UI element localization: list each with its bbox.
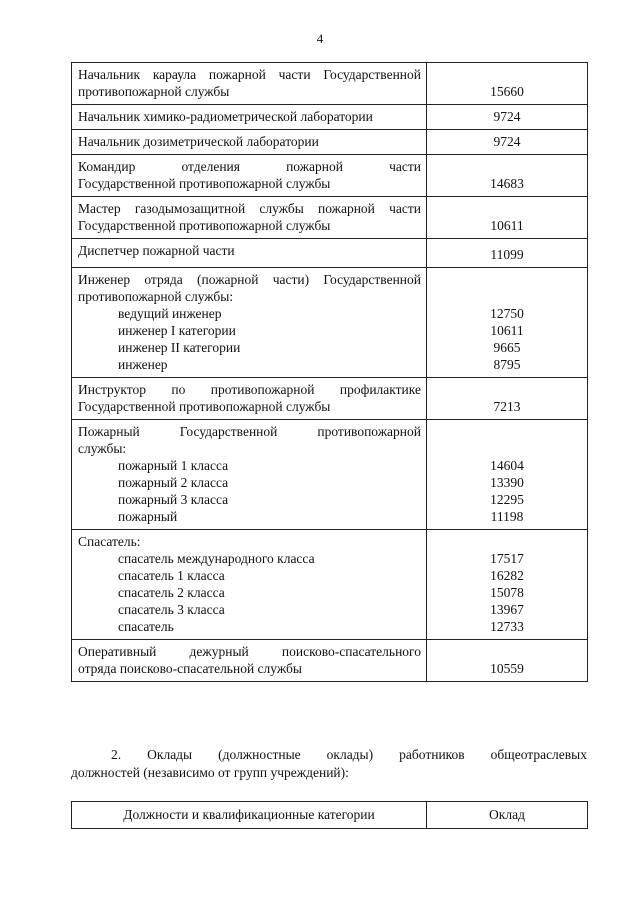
salary-value: 8795 xyxy=(493,357,521,372)
position-cell xyxy=(72,268,427,378)
salary-value: 16282 xyxy=(490,568,524,583)
salary-value: 14683 xyxy=(490,176,524,191)
salary-value: 15660 xyxy=(490,84,524,99)
table-row xyxy=(72,640,588,682)
sub-position: пожарный 1 класса xyxy=(118,458,229,473)
table-row xyxy=(72,378,588,420)
table-row xyxy=(72,63,588,105)
table-row xyxy=(72,155,588,197)
sub-position: ведущий инженер xyxy=(118,306,222,321)
sub-position: пожарный xyxy=(118,509,178,524)
table-row xyxy=(72,530,588,640)
position-line: Государственной противопожарной службы xyxy=(78,218,331,233)
salary-value: 13390 xyxy=(490,475,524,490)
position-line: службы: xyxy=(78,441,127,456)
salary-cell xyxy=(427,420,588,530)
table-row xyxy=(72,105,588,130)
salary-cell xyxy=(427,268,588,378)
page-number: 4 xyxy=(316,31,324,46)
sub-position: спасатель 2 класса xyxy=(118,585,225,600)
position-cell xyxy=(72,105,427,130)
salary-value: 10611 xyxy=(490,218,524,233)
sub-position: спасатель xyxy=(118,619,174,634)
sub-position: инженер xyxy=(118,357,168,372)
position-line: Оперативный дежурный поисково-спасательного xyxy=(78,644,421,659)
salary-value: 9724 xyxy=(493,134,521,149)
salary-value: 7213 xyxy=(493,399,521,414)
position-cell xyxy=(72,239,427,268)
position-cell xyxy=(72,197,427,239)
position-line: отряда поисково-спасательной службы xyxy=(78,661,302,676)
table-row xyxy=(72,420,588,530)
salary-value: 11198 xyxy=(490,509,524,524)
column-header-salary: Оклад xyxy=(427,802,588,829)
salary-cell xyxy=(427,63,588,105)
salary-value: 10559 xyxy=(490,661,524,676)
salary-cell xyxy=(427,155,588,197)
sub-position: инженер I категории xyxy=(118,323,236,338)
salary-value: 12733 xyxy=(490,619,524,634)
sub-position: инженер II категории xyxy=(118,340,241,355)
position-cell xyxy=(72,63,427,105)
position-line: Начальник дозиметрической лаборатории xyxy=(78,134,319,149)
section-paragraph xyxy=(71,746,587,782)
salary-value: 10611 xyxy=(490,323,524,338)
salary-value: 13967 xyxy=(490,602,524,617)
salary-value: 15078 xyxy=(490,585,524,600)
position-line: Командир отделения пожарной части xyxy=(78,159,421,174)
position-cell xyxy=(72,130,427,155)
sub-position: спасатель международного класса xyxy=(118,551,315,566)
salary-cell xyxy=(427,640,588,682)
position-line: Инженер отряда (пожарной части) Государственной xyxy=(78,272,421,287)
salary-value: 12750 xyxy=(490,306,524,321)
general-positions-table xyxy=(71,801,588,829)
position-line: Государственной противопожарной службы xyxy=(78,176,331,191)
salary-value: 9665 xyxy=(493,340,521,355)
sub-position: спасатель 3 класса xyxy=(118,602,225,617)
position-cell xyxy=(72,155,427,197)
salary-cell xyxy=(427,197,588,239)
position-line: Государственной противопожарной службы xyxy=(78,399,331,414)
salary-cell xyxy=(427,530,588,640)
paragraph-line: 2. Оклады (должностные оклады) работников общеотраслевых xyxy=(111,747,587,762)
salary-table xyxy=(71,62,588,682)
salary-value: 9724 xyxy=(493,109,521,124)
table-header-row xyxy=(72,802,588,829)
table-row xyxy=(72,197,588,239)
salary-cell xyxy=(427,378,588,420)
position-line: Инструктор по противопожарной профилактике xyxy=(78,382,421,397)
salary-cell xyxy=(427,105,588,130)
sub-position: пожарный 2 класса xyxy=(118,475,229,490)
position-cell xyxy=(72,530,427,640)
position-line: противопожарной службы xyxy=(78,84,230,99)
position-cell xyxy=(72,378,427,420)
position-line: Мастер газодымозащитной службы пожарной части xyxy=(78,201,421,216)
position-line: противопожарной службы: xyxy=(78,289,234,304)
position-cell xyxy=(72,420,427,530)
salary-value: 11099 xyxy=(490,247,524,262)
sub-position: спасатель 1 класса xyxy=(118,568,225,583)
table-row xyxy=(72,268,588,378)
salary-cell xyxy=(427,130,588,155)
sub-position: пожарный 3 класса xyxy=(118,492,229,507)
position-cell xyxy=(72,640,427,682)
salary-value: 12295 xyxy=(490,492,524,507)
column-header-positions: Должности и квалификационные категории xyxy=(72,802,427,829)
paragraph-line: должностей (независимо от групп учреждений): xyxy=(71,765,349,780)
position-line: Диспетчер пожарной части xyxy=(78,243,235,258)
salary-value: 17517 xyxy=(490,551,524,566)
salary-value: 14604 xyxy=(490,458,524,473)
position-line: Начальник караула пожарной части Государственной xyxy=(78,67,421,82)
salary-cell xyxy=(427,239,588,268)
table-row xyxy=(72,239,588,268)
table-row xyxy=(72,130,588,155)
position-line: Спасатель: xyxy=(78,534,141,549)
position-line: Начальник химико-радиометрической лаборатории xyxy=(78,109,373,124)
position-line: Пожарный Государственной противопожарной xyxy=(78,424,421,439)
